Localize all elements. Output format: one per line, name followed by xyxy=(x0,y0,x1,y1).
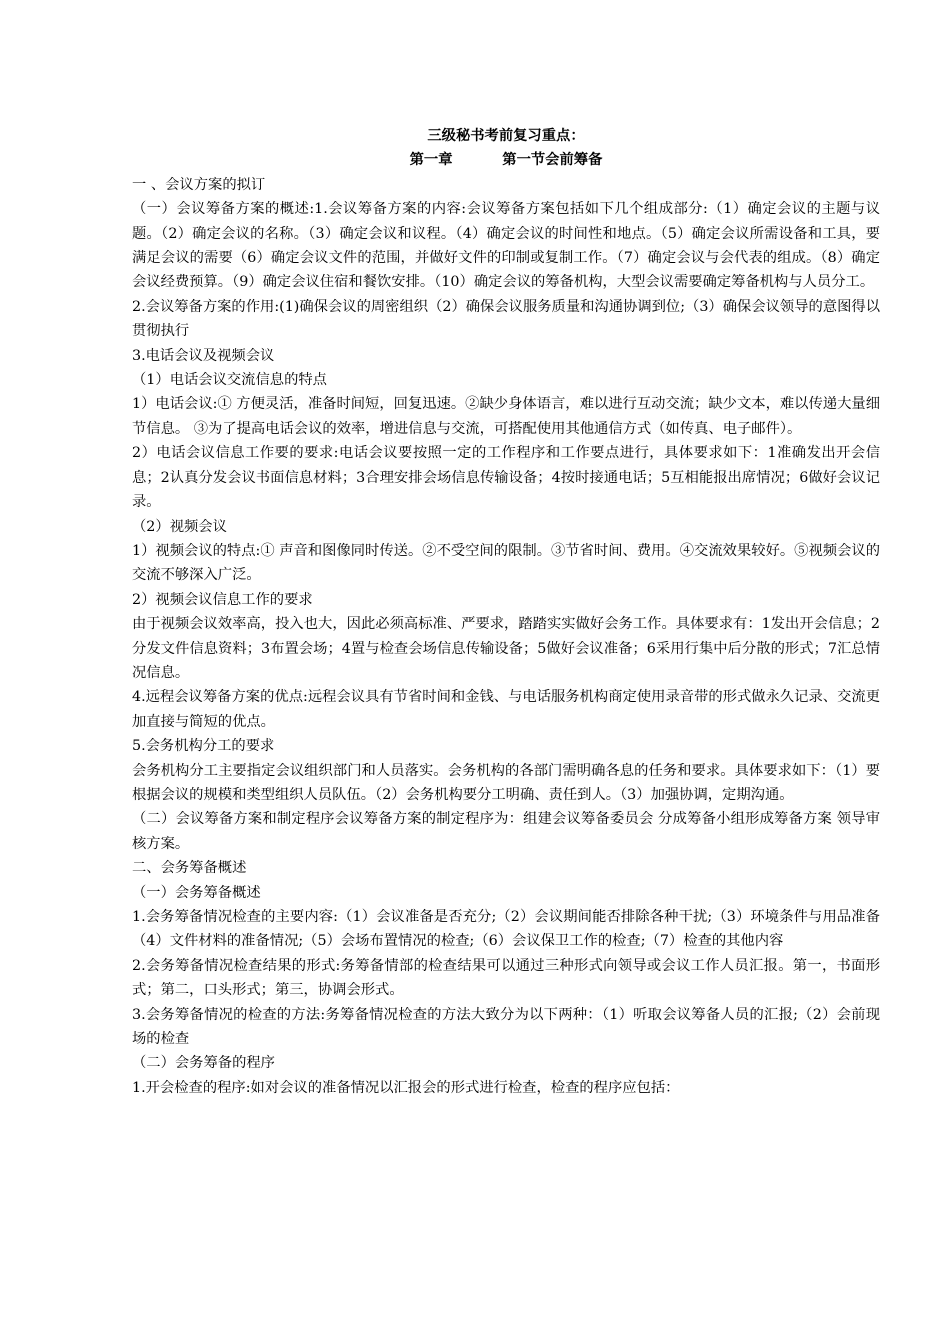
document-page xyxy=(132,124,880,1100)
paragraph: 二、会务筹备概述 xyxy=(132,860,247,877)
paragraph: 3.电话会议及视频会议 xyxy=(132,347,275,364)
paragraph: 1.会务筹备情况检查的主要内容:（1）会议准备是否充分;（2）会议期间能否排除各种干扰;（3）环境条件与用品准备（4）文件材料的准备情况;（5）会场布置情况的检查;（6）会议保卫工作的检查;（7）检查的其他内容 xyxy=(132,909,880,950)
paragraph: 会务机构分工主要指定会议组织部门和人员落实。会务机构的各部门需明确各息的任务和要求。具体要求如下：（1）要根据会议的规模和类型组织人员队伍。（2）会务机构要分工明确、责任到人。（3）加强协调，定期沟通。 xyxy=(132,762,880,803)
paragraph: 由于视频会议效率高，投入也大，因此必须高标准、严要求，踏踏实实做好会务工作。具体要求有：1发出开会信息；2分发文件信息资料；3布置会场；4置与检查会场信息传输设备；5做好会议准备；6采用行集中后分散的形式；7汇总情况信息。 xyxy=(132,616,880,681)
paragraph: （一）会务筹备概述 xyxy=(132,884,261,901)
paragraph: 4.远程会议筹备方案的优点:远程会议具有节省时间和金钱、与电话服务机构商定使用录音带的形式做永久记录、交流更加直接与简短的优点。 xyxy=(132,689,880,730)
paragraph: 1）电话会议:① 方便灵活，准备时间短，回复迅速。②缺少身体语言，难以进行互动交流；缺少文本，难以传递大量细节信息。 ③为了提高电话会议的效率，增进信息与交流，可搭配使用其他通信方式（如传真、电子邮件）。 xyxy=(132,396,880,437)
paragraph: 2.会务筹备情况检查结果的形式:务筹备情部的检查结果可以通过三种形式向领导或会议工作人员汇报。第一，书面形式；第二，口头形式；第三，协调会形式。 xyxy=(132,957,880,999)
paragraph: （二）会议筹备方案和制定程序会议筹备方案的制定程序为：组建会议筹备委员会 分成筹备小组形成筹备方案 领导审核方案。 xyxy=(132,811,880,852)
paragraph: （一）会议筹备方案的概述:1.会议筹备方案的内容:会议筹备方案包括如下几个组成部分:（1）确定会议的主题与议题。（2）确定会议的名称。（3）确定会议和议程。（4）确定会议的时间性和地点。（5）确定会议所需设备和工具，要满足会议的需要（6）确定会议文件的范围，并做好文件的印制或复制工作。（7）确定会议与会代表的组成。（8）确定会议经费预算。（9）确定会议住宿和餐饮安排。（10）确定会议的筹备机构，大型会议需要确定筹备机构与人员分工。 xyxy=(132,201,880,291)
chapter-heading: 第一章 第一节会前筹备 xyxy=(409,152,603,169)
paragraph: （1）电话会议交流信息的特点 xyxy=(132,372,327,389)
paragraph: 5.会务机构分工的要求 xyxy=(132,738,275,755)
paragraph: 2.会议筹备方案的作用:(1)确保会议的周密组织（2）确保会议服务质量和沟通协调到位;（3）确保会议领导的意图得以贯彻执行 xyxy=(132,298,880,340)
paragraph: （二）会务筹备的程序 xyxy=(132,1055,275,1072)
paragraph: 3.会务筹备情况的检查的方法:务筹备情况检查的方法大致分为以下两种：（1）听取会议筹备人员的汇报;（2）会前现场的检查 xyxy=(132,1006,880,1048)
paragraph: 1）视频会议的特点:① 声音和图像同时传送。②不受空间的限制。③节省时间、费用。④交流效果较好。⑤视频会议的交流不够深入广泛。 xyxy=(132,542,880,584)
paragraph: 2）视频会议信息工作的要求 xyxy=(132,591,313,608)
document-title: 三级秘书考前复习重点： xyxy=(427,128,585,144)
paragraph: （2）视频会议 xyxy=(132,518,227,535)
paragraph: 一 、会议方案的拟订 xyxy=(132,176,266,193)
paragraph: 2）电话会议信息工作要的要求:电话会议要按照一定的工作程序和工作要点进行，具体要求如下：1准确发出开会信息；2认真分发会议书面信息材料；3合理安排会场信息传输设备；4按时接通电话；5互相能报出席情况；6做好会议记录。 xyxy=(132,445,880,511)
paragraph: 1.开会检查的程序:如对会议的准备情况以汇报会的形式进行检查，检查的程序应包括： xyxy=(132,1079,680,1096)
